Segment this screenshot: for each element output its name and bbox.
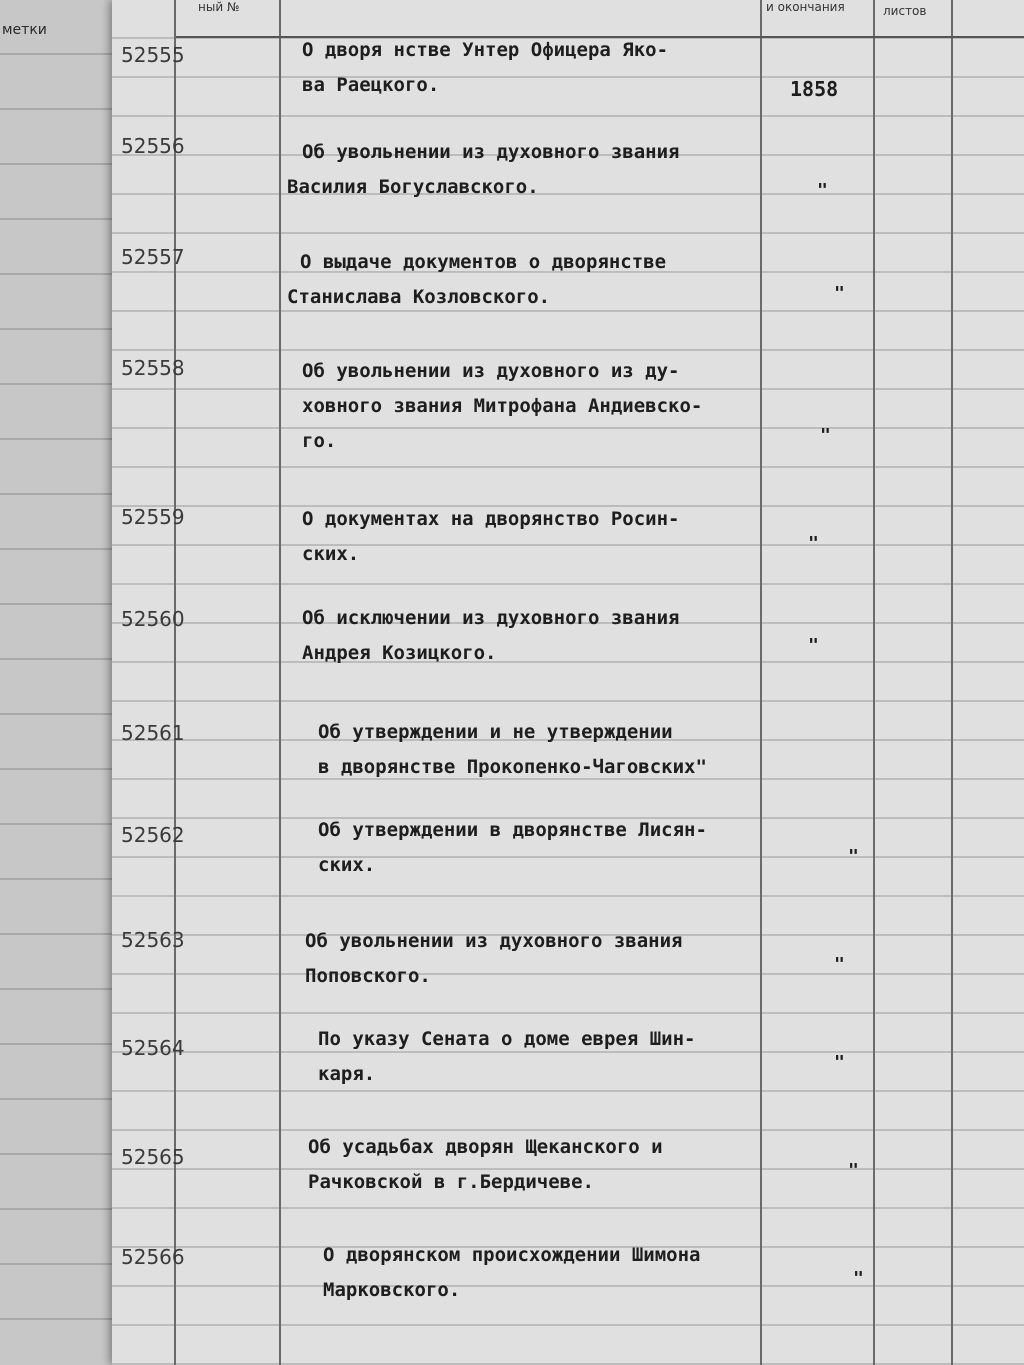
record-title-line: в дворянстве Прокопенко-Чаговских": [318, 756, 707, 778]
record-number: 52561: [121, 721, 185, 745]
record-date: ": [834, 283, 845, 304]
record-date: ": [820, 425, 831, 446]
record-title-line: Поповского.: [305, 965, 431, 987]
record-title: [302, 502, 680, 572]
record-title: [302, 354, 702, 459]
record-number: 52559: [121, 505, 185, 529]
record-number: 52560: [121, 607, 185, 631]
record-title: [305, 924, 683, 994]
record-title-line: Василия Богуславского.: [287, 176, 539, 198]
record-title-line: О документах на дворянство Росин-: [302, 508, 680, 530]
record-title-line: О дворянском происхождении Шимона: [323, 1244, 701, 1266]
record-title: [302, 601, 680, 671]
record-title-line: Об увольнении из духовного звания: [305, 930, 683, 952]
record-title-line: Станислава Козловского.: [287, 286, 551, 308]
record-date: ": [808, 533, 819, 554]
record-date: ": [834, 1052, 845, 1073]
record-date: ": [848, 846, 859, 867]
record-title-line: Об утверждении в дворянстве Лисян-: [318, 819, 707, 841]
record-date: 1858: [790, 77, 839, 101]
record-number: 52558: [121, 356, 185, 380]
record-title-line: Об усадьбах дворян Щеканского и: [308, 1136, 663, 1158]
record-title-line: каря.: [318, 1063, 376, 1085]
column-divider: [873, 0, 875, 1365]
record-number: 52557: [121, 245, 185, 269]
record-title-line: ских.: [318, 854, 376, 876]
record-title-line: Об утверждении и не утверждении: [318, 721, 673, 743]
record-title-line: го.: [302, 430, 337, 452]
record-title: [302, 33, 668, 103]
record-title: [308, 1130, 663, 1200]
header-dates-column: и окончания: [766, 0, 845, 14]
left-page-bleed: [0, 0, 130, 1365]
column-divider: [279, 0, 281, 1365]
record-title-line: ских.: [302, 543, 360, 565]
record-title-line: Андрея Козицкого.: [302, 642, 497, 664]
column-divider: [951, 0, 953, 1365]
record-title: [318, 813, 707, 883]
record-number: 52556: [121, 134, 185, 158]
header-sheets-column: листов: [883, 4, 927, 18]
record-date: ": [808, 635, 819, 656]
record-number: 52563: [121, 928, 185, 952]
record-title-line: ва Раецкого.: [302, 74, 440, 96]
record-title: [287, 135, 680, 205]
record-date: ": [834, 954, 845, 975]
header-number-column: ный №: [198, 0, 240, 14]
record-title: [318, 1022, 696, 1092]
record-title-line: Об увольнении из духовного звания: [302, 141, 680, 163]
record-title-line: Об увольнении из духовного из ду-: [302, 360, 680, 382]
record-title: [318, 715, 707, 785]
record-title: [323, 1238, 701, 1308]
record-title-line: ховного звания Митрофана Андиевско-: [302, 395, 703, 417]
column-divider: [760, 0, 762, 1365]
record-number: 52564: [121, 1036, 185, 1060]
record-date: ": [817, 180, 828, 201]
record-date: ": [848, 1160, 859, 1181]
record-date: ": [853, 1268, 864, 1289]
record-number: 52565: [121, 1145, 185, 1169]
record-title-line: Об исключении из духовного звания: [302, 607, 680, 629]
record-title-line: По указу Сената о доме еврея Шин-: [318, 1028, 696, 1050]
record-title-line: О дворя нстве Унтер Офицера Яко-: [302, 39, 669, 61]
record-title-line: О выдаче документов о дворянстве: [300, 251, 667, 273]
record-title: [287, 245, 666, 315]
left-page-header-label: метки: [2, 22, 47, 38]
record-title-line: Марковского.: [323, 1279, 461, 1301]
record-title-line: Рачковской в г.Бердичеве.: [308, 1171, 594, 1193]
record-number: 52566: [121, 1245, 185, 1269]
record-number: 52562: [121, 823, 185, 847]
record-number: 52555: [121, 43, 185, 67]
